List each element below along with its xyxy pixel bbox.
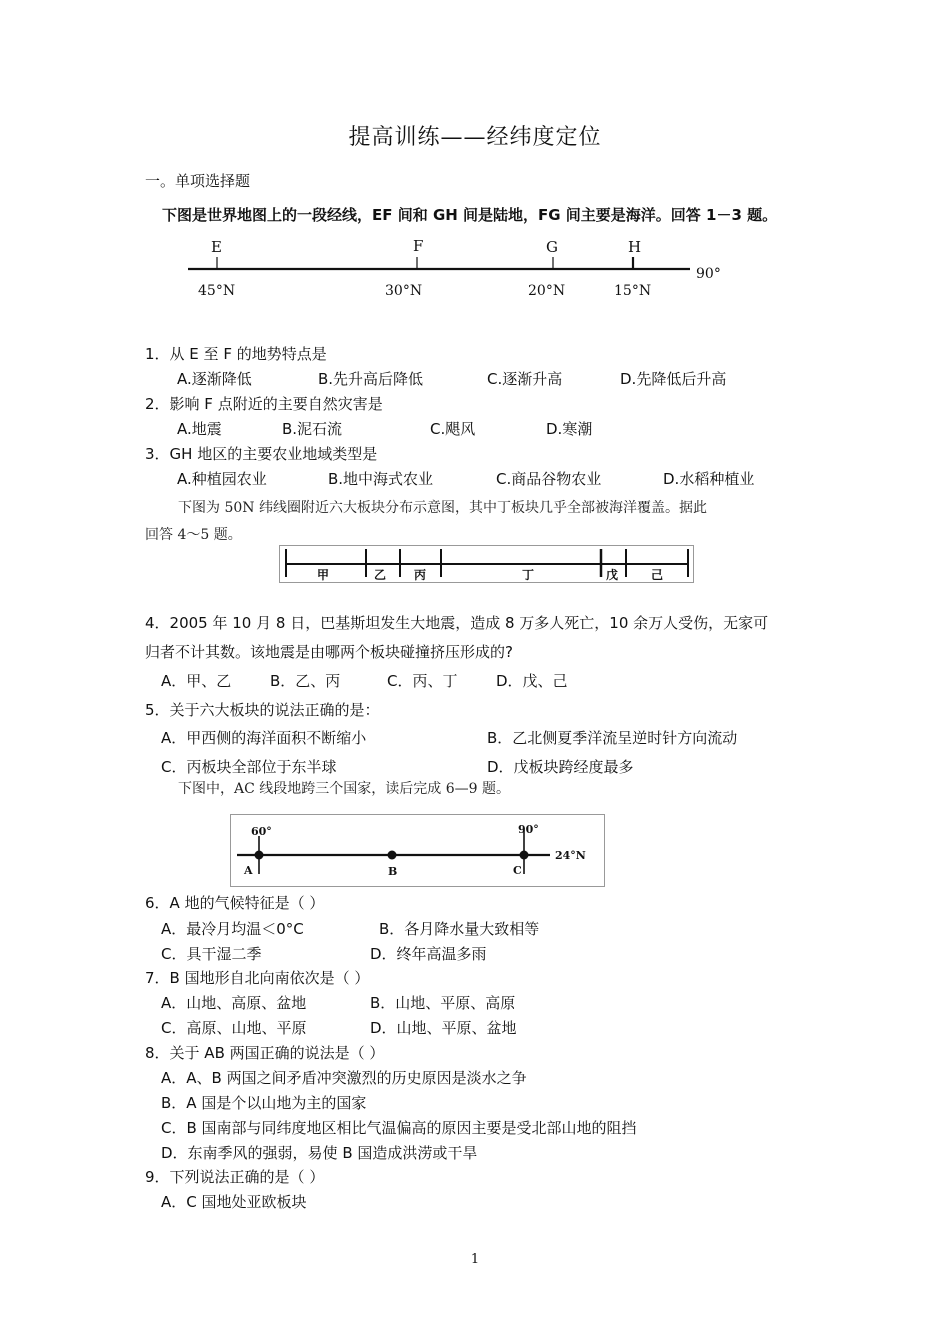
question-9: 9．下列说法正确的是（ ） [145, 1168, 325, 1186]
point-label-g: G [546, 238, 558, 256]
plate-ding: 丁 [522, 568, 535, 582]
q2-option-c[interactable]: C.飓风 [430, 420, 476, 438]
page-title: 提高训练——经纬度定位 [348, 125, 602, 150]
q6-option-b[interactable]: B．各月降水量大致相等 [379, 920, 540, 938]
question-2: 2．影响 F 点附近的主要自然灾害是 [145, 395, 383, 413]
meridian-diagram [180, 232, 740, 304]
q8-option-c[interactable]: C．B 国南部与同纬度地区相比气温偏高的原因主要是受北部山地的阻挡 [161, 1119, 637, 1137]
latitude-label-20: 20°N [528, 283, 566, 299]
question-3: 3．GH 地区的主要农业地域类型是 [145, 445, 378, 463]
point-label-e: E [211, 238, 222, 256]
latitude-label-30: 30°N [385, 283, 423, 299]
q7-option-b[interactable]: B．山地、平原、高原 [370, 994, 516, 1012]
q1-option-a[interactable]: A.逐渐降低 [177, 370, 252, 388]
q3-option-b[interactable]: B.地中海式农业 [328, 470, 434, 488]
intro-questions-6-9: 下图中，AC 线段地跨三个国家，读后完成 6—9 题。 [178, 781, 510, 797]
q8-option-a[interactable]: A．A、B 两国之间矛盾冲突激烈的历史原因是淡水之争 [161, 1069, 527, 1087]
plate-bing: 丙 [414, 568, 427, 582]
plate-ji: 己 [651, 568, 664, 582]
q4-option-d[interactable]: D．戊、己 [496, 672, 568, 690]
q5-option-b[interactable]: B．乙北侧夏季洋流呈逆时针方向流动 [487, 729, 738, 747]
q8-option-d[interactable]: D．东南季风的强弱，易使 B 国造成洪涝或干旱 [161, 1144, 478, 1162]
page-number: 1 [470, 1252, 480, 1267]
q3-option-d[interactable]: D.水稻种植业 [663, 470, 755, 488]
question-1: 1．从 E 至 F 的地势特点是 [145, 345, 327, 363]
q4-option-a[interactable]: A．甲、乙 [161, 672, 232, 690]
q5-option-d[interactable]: D．戊板块跨经度最多 [487, 758, 634, 776]
point-a: A [244, 864, 253, 877]
question-5: 5．关于六大板块的说法正确的是： [145, 701, 380, 719]
intro-questions-4-5-line2: 回答 4～5 题。 [145, 527, 242, 543]
q2-option-a[interactable]: A.地震 [177, 420, 222, 438]
q8-option-b[interactable]: B．A 国是个以山地为主的国家 [161, 1094, 367, 1112]
question-4-line2: 归者不计其数。该地震是由哪两个板块碰撞挤压形成的? [145, 643, 513, 661]
q6-option-a[interactable]: A．最冷月均温＜0°C [161, 920, 304, 938]
q4-option-b[interactable]: B．乙、丙 [270, 672, 341, 690]
q3-option-a[interactable]: A.种植园农业 [177, 470, 267, 488]
q1-option-c[interactable]: C.逐渐升高 [487, 370, 563, 388]
ac-line-diagram [230, 814, 606, 888]
q2-option-d[interactable]: D.寒潮 [546, 420, 593, 438]
plate-jia: 甲 [317, 568, 330, 582]
point-label-f: F [413, 237, 424, 255]
question-8: 8．关于 AB 两国正确的说法是（ ） [145, 1044, 385, 1062]
q7-option-a[interactable]: A．山地、高原、盆地 [161, 994, 307, 1012]
point-b: B [388, 865, 398, 878]
longitude-90-label: 90° [518, 823, 539, 836]
plate-wu: 戊 [606, 568, 619, 582]
q2-option-b[interactable]: B.泥石流 [282, 420, 343, 438]
intro-questions-1-3: 下图是世界地图上的一段经线，EF 间和 GH 间是陆地，FG 间主要是海洋。回答 1－3 题。 [162, 206, 778, 224]
q6-option-d[interactable]: D．终年高温多雨 [370, 945, 487, 963]
q5-option-c[interactable]: C．丙板块全部位于东半球 [161, 758, 337, 776]
question-6: 6．A 地的气候特征是（ ） [145, 894, 325, 912]
longitude-60-label: 60° [251, 825, 272, 838]
q3-option-c[interactable]: C.商品谷物农业 [496, 470, 602, 488]
question-4-line1: 4．2005 年 10 月 8 日，巴基斯坦发生大地震，造成 8 万多人死亡，10 余万人受伤，无家可 [145, 614, 769, 632]
q9-option-a[interactable]: A．C 国地处亚欧板块 [161, 1193, 307, 1211]
point-c: C [513, 864, 522, 877]
latitude-label-15: 15°N [614, 283, 652, 299]
q1-option-d[interactable]: D.先降低后升高 [620, 370, 727, 388]
section-heading: 一。单项选择题 [145, 172, 251, 190]
q7-option-c[interactable]: C．高原、山地、平原 [161, 1019, 307, 1037]
latitude-label-45: 45°N [198, 283, 236, 299]
q5-option-a[interactable]: A．甲西侧的海洋面积不断缩小 [161, 729, 367, 747]
q7-option-d[interactable]: D．山地、平原、盆地 [370, 1019, 517, 1037]
q1-option-b[interactable]: B.先升高后降低 [318, 370, 424, 388]
latitude-24-label: 24°N [555, 849, 586, 862]
plates-diagram [279, 545, 695, 584]
question-7: 7．B 国地形自北向南依次是（ ） [145, 969, 370, 987]
point-label-h: H [628, 238, 642, 256]
q4-option-c[interactable]: C．丙、丁 [387, 672, 458, 690]
q6-option-c[interactable]: C．具干湿二季 [161, 945, 262, 963]
intro-questions-4-5-line1: 下图为 50N 纬线圈附近六大板块分布示意图，其中丁板块几乎全部被海洋覆盖。据此 [178, 500, 707, 516]
plate-yi: 乙 [374, 568, 387, 582]
meridian-label: 90° [696, 266, 721, 282]
